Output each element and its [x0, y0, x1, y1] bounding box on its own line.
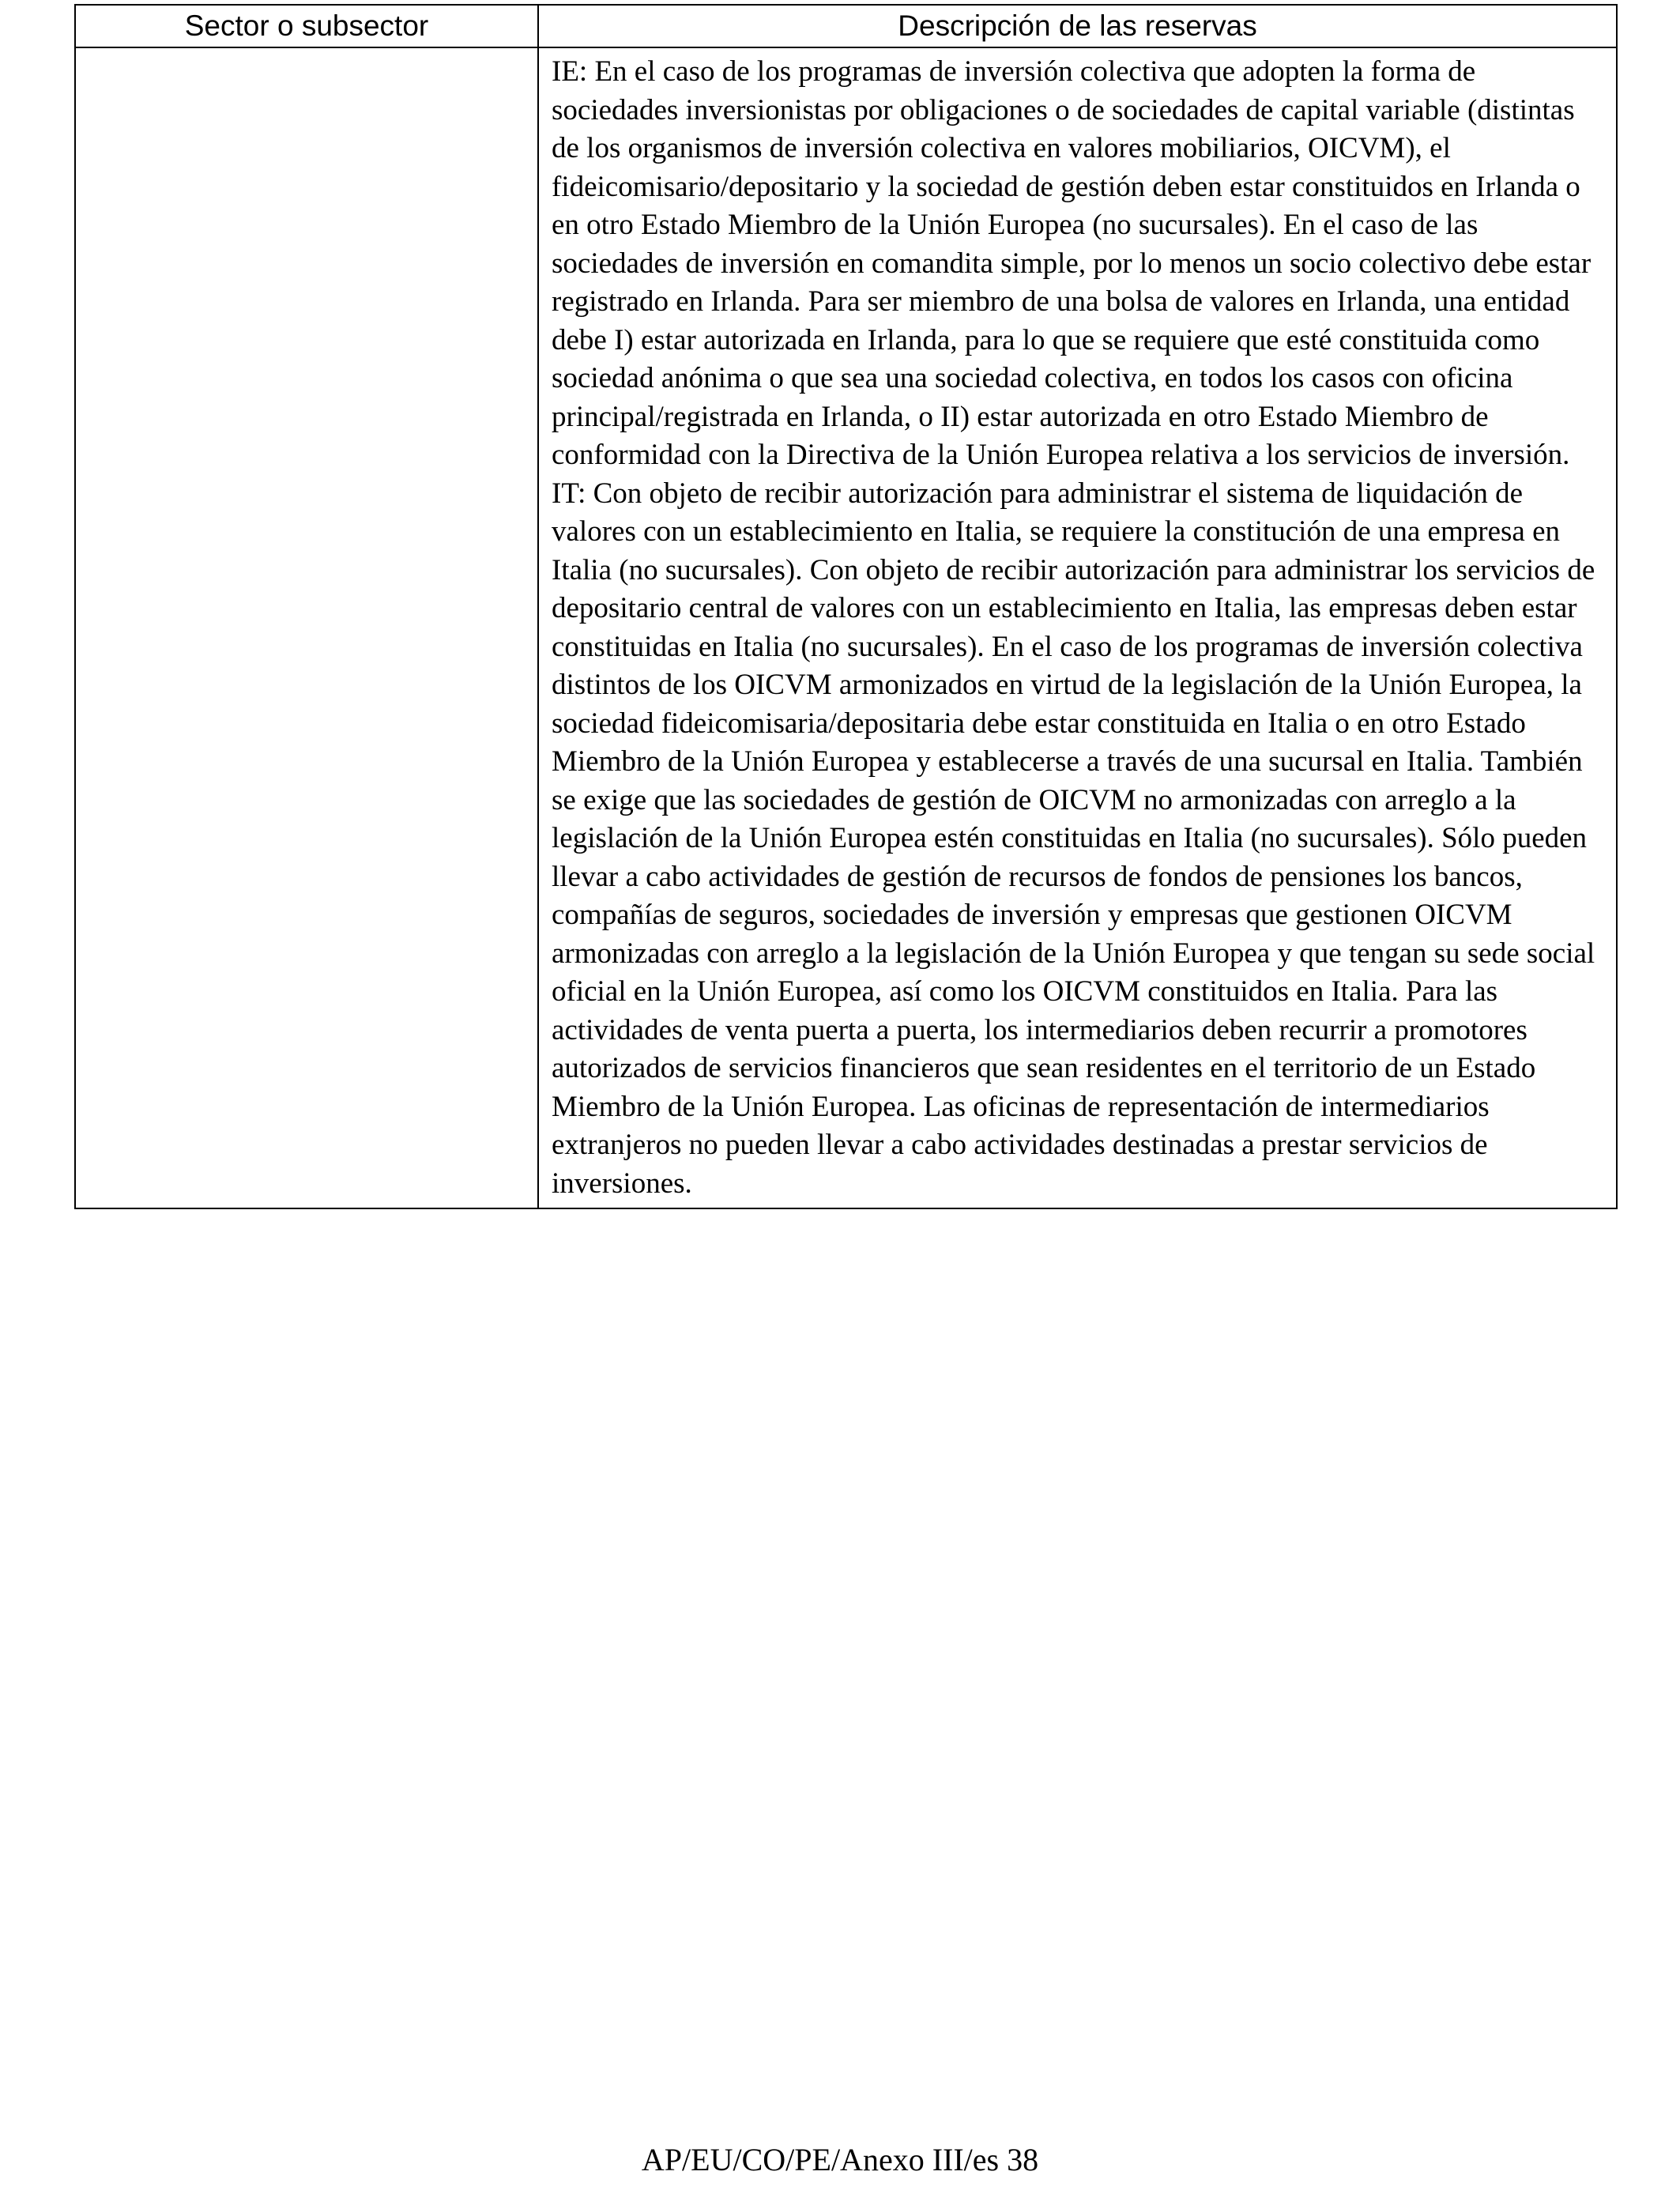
header-description: Descripción de las reservas [538, 5, 1617, 47]
reservation-paragraph-ie: IE: En el caso de los programas de inversión colectiva que adopten la forma de sociedades inversionistas por obligaciones o de sociedades de capital variable (distintas de los organismos de inversión colectiva en valores mobiliarios, OICVM), el fideicomisario/depositario y la sociedad de gestión deben estar constituidos en Irlanda o en otro Estado Miembro de la Unión Europea (no sucursales). En el caso de las sociedades de inversión en comandita simple, por lo menos un socio colectivo debe estar registrado en Irlanda. Para ser miembro de una bolsa de valores en Irlanda, una entidad debe I) estar autorizada en Irlanda, para lo que se requiere que esté constituida como sociedad anónima o que sea una sociedad colectiva, en todos los casos con oficina principal/registrada en Irlanda, o II) estar autorizada en otro Estado Miembro de conformidad con la Directiva de la Unión Europea relativa a los servicios de inversión. [552, 55, 1591, 471]
header-row [75, 5, 1617, 47]
sector-cell [75, 47, 538, 1208]
description-cell [538, 47, 1617, 1208]
header-sector: Sector o subsector [75, 5, 538, 47]
page-footer: AP/EU/CO/PE/Anexo III/es 38 [641, 2142, 1039, 2177]
reservation-paragraph-it: IT: Con objeto de recibir autorización para administrar el sistema de liquidación de valores con un establecimiento en Italia, se requiere la constitución de una empresa en Italia (no sucursales). Con objeto de recibir autorización para administrar los servicios de depositario central de valores con un establecimiento en Italia, las empresas deben estar constituidas en Italia (no sucursales). En el caso de los programas de inversión colectiva distintos de los OICVM armonizados en virtud de la legislación de la Unión Europea, la sociedad fideicomisaria/depositaria debe estar constituida en Italia o en otro Estado Miembro de la Unión Europea y establecerse a través de una sucursal en Italia. También se exige que las sociedades de gestión de OICVM no armonizadas con arreglo a la legislación de la Unión Europea estén constituidas en Italia (no sucursales). Sólo pueden llevar a cabo actividades de gestión de recursos de fondos de pensiones los bancos, compañías de seguros, sociedades de inversión y empresas que gestionen OICVM armonizadas con arreglo a la legislación de la Unión Europea y que tengan su sede social oficial en la Unión Europea, así como los OICVM constituidos en Italia. Para las actividades de venta puerta a puerta, los intermediarios deben recurrir a promotores autorizados de servicios financieros que sean residentes en el territorio de un Estado Miembro de la Unión Europea. Las oficinas de representación de intermediarios extranjeros no pueden llevar a cabo actividades destinadas a prestar servicios de inversiones. [552, 477, 1595, 1200]
reservations-table [74, 4, 1618, 1209]
table-header [75, 5, 1617, 47]
table-row [75, 47, 1617, 1208]
table-body [75, 47, 1617, 1208]
